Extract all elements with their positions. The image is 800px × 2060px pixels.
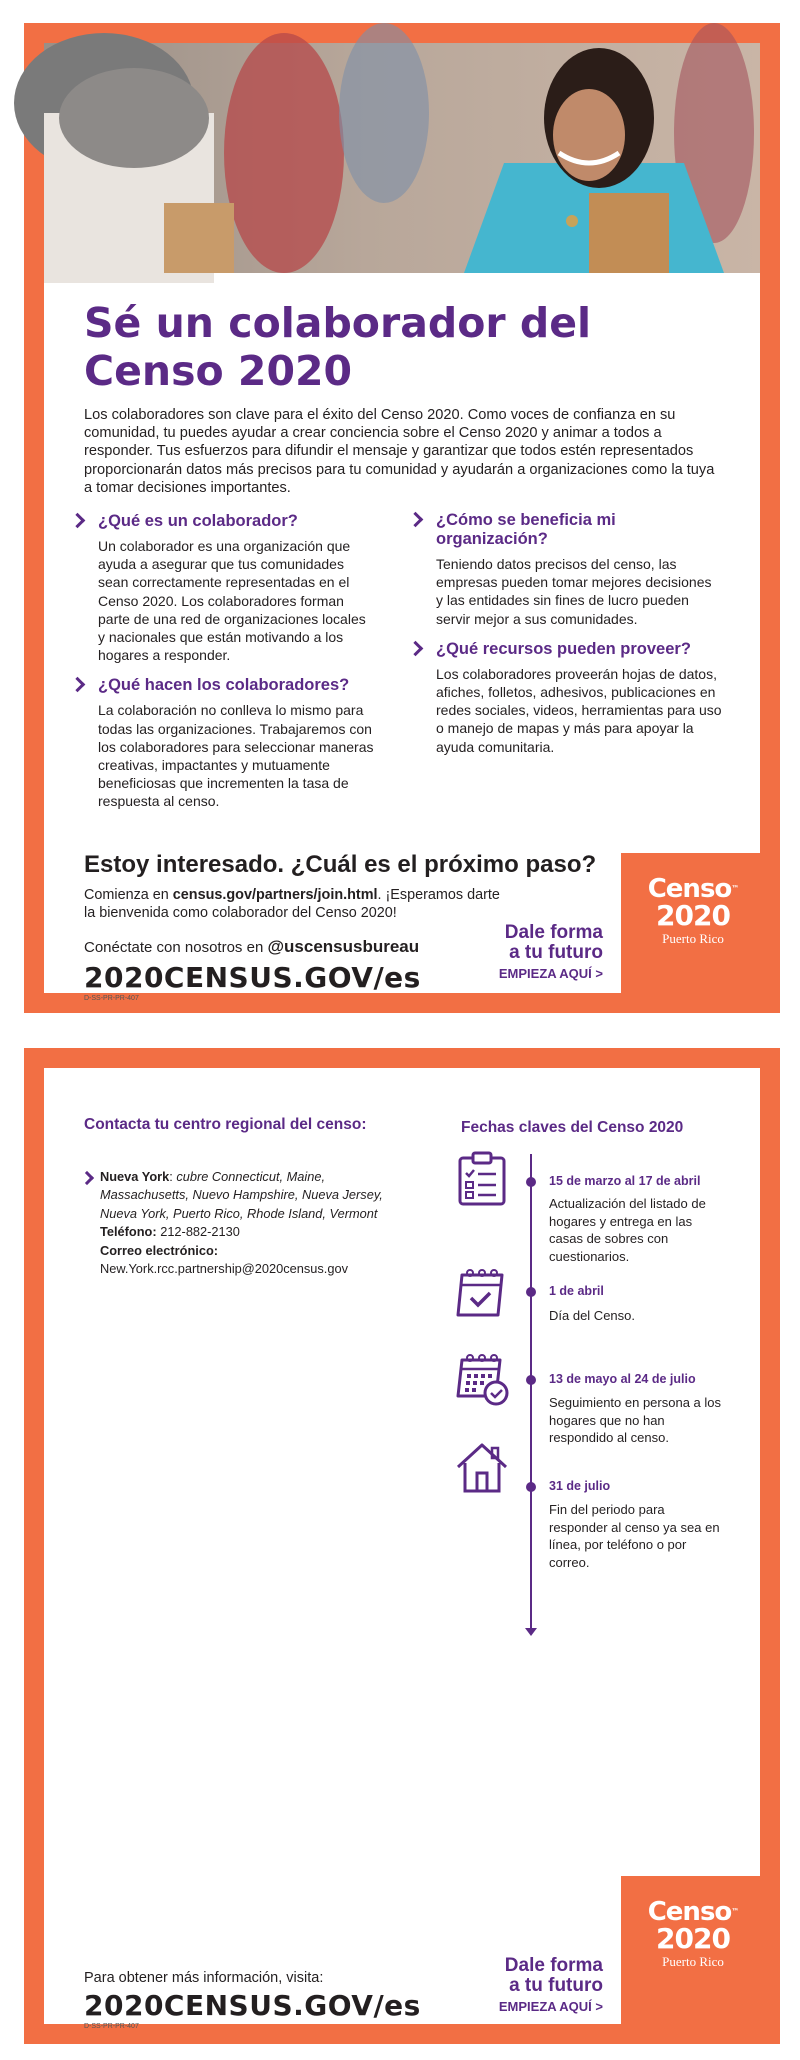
question-heading: ¿Qué hacen los colaboradores? bbox=[84, 676, 374, 695]
office-name: Nueva York bbox=[100, 1169, 170, 1184]
website-link[interactable]: 2020CENSUS.GOV/es bbox=[84, 1989, 421, 2022]
section-what-is bbox=[84, 512, 374, 664]
slogan bbox=[499, 923, 603, 983]
slogan-cta[interactable]: EMPIEZA AQUÍ > bbox=[498, 966, 603, 981]
social-handle[interactable]: @uscensusbureau bbox=[267, 937, 420, 956]
office-coverage: cubre Connecticut, Maine, Massachusetts, Nuevo Hampshire, Nueva Jersey, Nueva York, Puerto Rico, Rhode Island, Vermont bbox=[100, 1169, 383, 1221]
answer-text: Un colaborador es una organización que ayuda a asegurar que tus comunidades sean correctamente representadas en el Censo 2020. Los colaboradores forman parte de una red de organizaciones locales y nacionales que están motivando a los hogares a responder. bbox=[98, 538, 366, 664]
event-description: Actualización del listado de hogares y entrega en las casas de sobres con cuestionarios. bbox=[549, 1196, 706, 1264]
regional-office: Nueva York: cubre Connecticut, Maine, Massachusetts, Nuevo Hampshire, Nueva Jersey, Nueva York, Puerto Rico, Rhode Island, Vermont Teléfono: 212-882-2130 Correo electrónico: New.York.rcc.partnership@2020census.gov bbox=[100, 1168, 415, 1278]
event-description: Fin del periodo para responder al censo ya sea en línea, por teléfono o por correo. bbox=[549, 1502, 720, 1570]
slogan-line-2: a tu futuro bbox=[509, 942, 603, 963]
event-date: 31 de julio bbox=[549, 1479, 611, 1493]
hero-photo bbox=[44, 43, 760, 273]
right-column bbox=[422, 511, 722, 756]
calendar-clock-icon bbox=[454, 1350, 510, 1406]
timeline-dot bbox=[526, 1482, 536, 1492]
next-step-text: Comienza en census.gov/partners/join.html. ¡Esperamos darte la bienvenida como colaborador del Censo 2020! bbox=[84, 887, 500, 921]
page-1-frame bbox=[24, 23, 780, 1013]
key-dates-heading: Fechas claves del Censo 2020 bbox=[461, 1119, 684, 1136]
answer-text: La colaboración no conlleva lo mismo para todas las organizaciones. Trabajaremos con los colaboradores para seleccionar maneras creativas, impactantes y mutuamente beneficiosas que incrementen la tasa de respuesta al censo. bbox=[98, 702, 374, 810]
connect-text: Conéctate con nosotros en @uscensusbureau bbox=[84, 937, 420, 956]
page-1-sheet bbox=[44, 43, 760, 1002]
slogan-cta[interactable]: EMPIEZA AQUÍ > bbox=[498, 1999, 603, 2014]
more-info-text: Para obtener más información, visita: bbox=[84, 1970, 324, 1986]
timeline-arrow bbox=[525, 1628, 537, 1636]
join-link[interactable]: census.gov/partners/join.html bbox=[172, 887, 378, 903]
document-code: D-SS-PR-PR-407 bbox=[84, 995, 139, 1002]
contact-heading: Contacta tu centro regional del censo: bbox=[84, 1116, 367, 1133]
title-line-2: Censo 2020 bbox=[84, 347, 353, 395]
timeline-dot bbox=[526, 1177, 536, 1187]
section-resources bbox=[422, 640, 722, 756]
title-line-1: Sé un colaborador del bbox=[84, 299, 592, 347]
next-step-heading: Estoy interesado. ¿Cuál es el próximo paso? bbox=[84, 851, 597, 878]
event-description: Seguimiento en persona a los hogares que no han respondido al censo. bbox=[549, 1395, 722, 1445]
slogan-line-2: a tu futuro bbox=[509, 1975, 603, 1996]
question-heading: ¿Qué recursos pueden proveer? bbox=[422, 640, 722, 659]
clipboard-checklist-icon bbox=[454, 1151, 510, 1207]
slogan-line-1: Dale forma bbox=[504, 922, 603, 943]
timeline-line bbox=[530, 1154, 532, 1631]
office-phone[interactable]: 212-882-2130 bbox=[160, 1224, 240, 1240]
question-heading: ¿Cómo se beneficia mi organización? bbox=[422, 511, 722, 549]
slogan bbox=[499, 1956, 603, 2016]
timeline-dot bbox=[526, 1375, 536, 1385]
page-2-frame bbox=[24, 1048, 780, 2044]
census-logo: Censo™ 2020 Puerto Rico bbox=[621, 1876, 760, 2024]
census-logo: Censo™ 2020 Puerto Rico bbox=[621, 853, 760, 993]
section-benefit bbox=[422, 511, 722, 628]
document-code: D-SS-PR-PR-407 bbox=[84, 2023, 139, 2030]
left-column bbox=[84, 512, 374, 811]
office-email[interactable]: New.York.rcc.partnership@2020census.gov bbox=[100, 1261, 348, 1277]
slogan-line-1: Dale forma bbox=[504, 1955, 603, 1976]
answer-text: Teniendo datos precisos del censo, las empresas pueden tomar mejores decisiones y las entidades sin fines de lucro pueden servir mejor a sus comunidades. bbox=[436, 556, 712, 627]
question-heading: ¿Qué es un colaborador? bbox=[84, 512, 374, 531]
event-description: Día del Censo. bbox=[549, 1308, 635, 1323]
website-link[interactable]: 2020CENSUS.GOV/es bbox=[84, 961, 421, 994]
event-date: 15 de marzo al 17 de abril bbox=[549, 1174, 701, 1188]
house-icon bbox=[454, 1439, 510, 1495]
section-what-do bbox=[84, 676, 374, 810]
timeline-dot bbox=[526, 1287, 536, 1297]
calendar-check-icon bbox=[454, 1265, 510, 1321]
page-2-sheet bbox=[44, 1068, 760, 2030]
intro-paragraph: Los colaboradores son clave para el éxito del Censo 2020. Como voces de confianza en su comunidad, tu puedes ayudar a crear conciencia sobre el Censo 2020 y animar a todos a responder. Tus esfuerzos para difundir el mensaje y garantizar que todos estén representados proporcionarán datos más precisos para tu comunidad y ayudarán a organizaciones como la tuya a tomar decisiones importantes. bbox=[84, 407, 715, 496]
event-date: 13 de mayo al 24 de julio bbox=[549, 1372, 696, 1386]
answer-text: Los colaboradores proveerán hojas de datos, afiches, folletos, adhesivos, publicaciones en redes sociales, videos, herramientas para uso o manejo de mapas y más para apoyar la ayuda comunitaria. bbox=[436, 665, 722, 755]
event-date: 1 de abril bbox=[549, 1284, 604, 1298]
page-title bbox=[84, 299, 644, 395]
